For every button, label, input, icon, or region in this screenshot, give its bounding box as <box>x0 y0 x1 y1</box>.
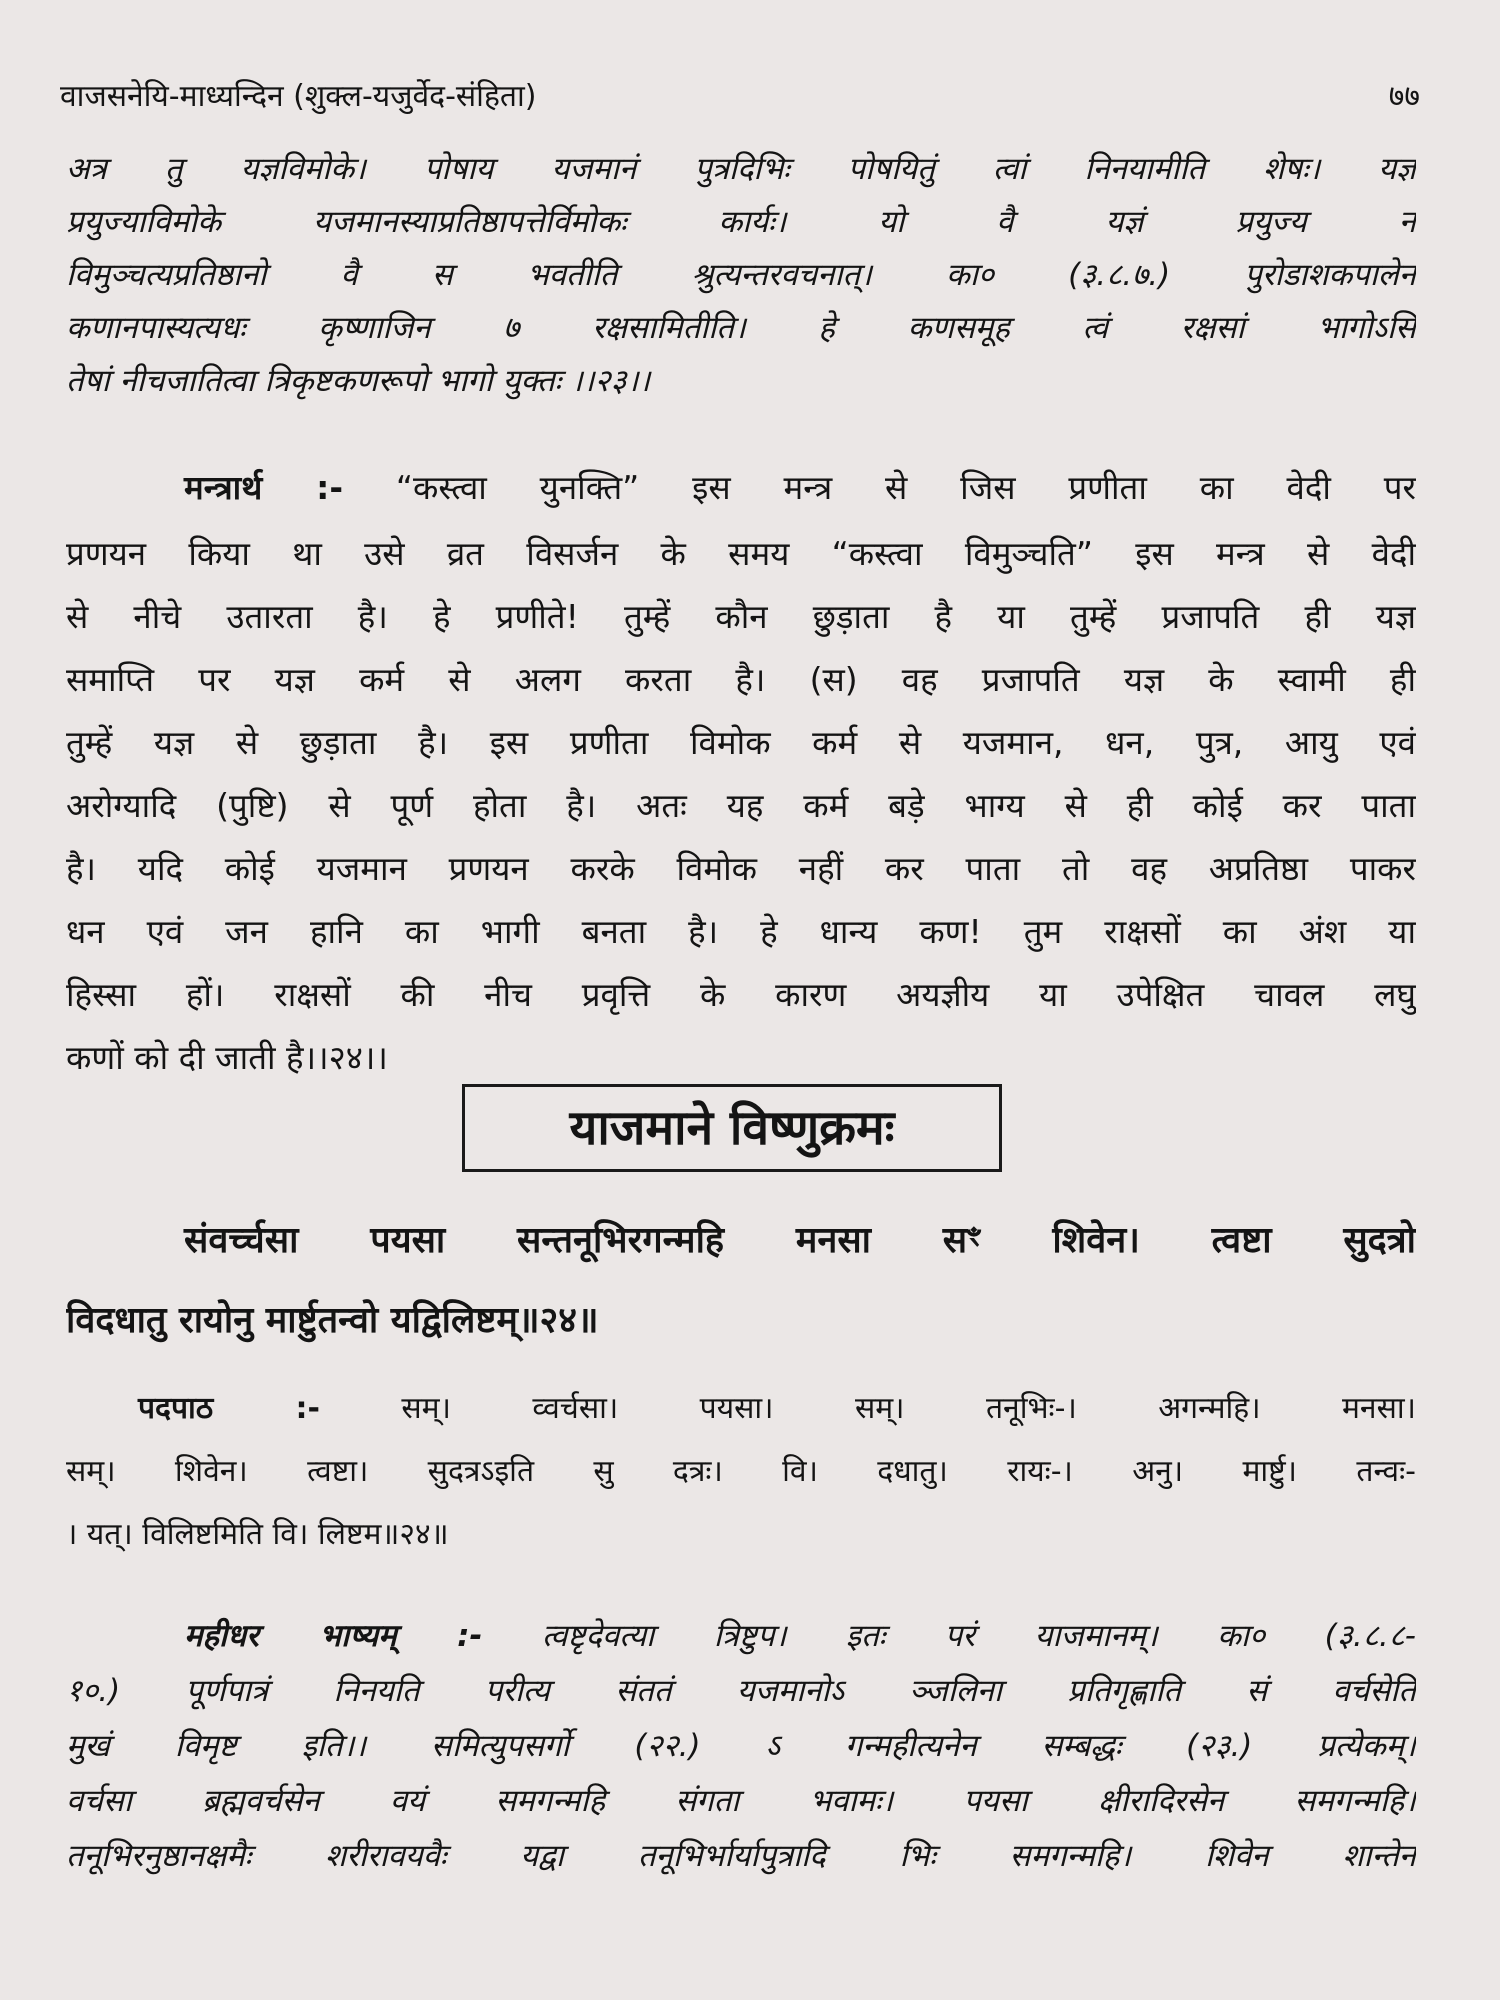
commentary-line: कणानपास्यत्यधः कृष्णाजिन ७ रक्षसामितीति। हे कणसमूह त्वं रक्षसां भागोऽसि <box>66 310 1416 346</box>
mantrartha-first-line: मन्त्रार्थ :- “कस्त्वा युनक्ति” इस मन्त्र से जिस प्रणीता का वेदी पर <box>184 468 1416 507</box>
mantrartha-line: तुम्हें यज्ञ से छुड़ाता है। इस प्रणीता विमोक कर्म से यजमान, धन, पुत्र, आयु एवं <box>66 723 1416 762</box>
mantrartha-line: हिस्सा हों। राक्षसों की नीच प्रवृत्ति के कारण अयज्ञीय या उपेक्षित चावल लघु <box>66 975 1416 1014</box>
mahidhara-first-line: महीधर भाष्यम् :- त्वष्टृदेवत्या त्रिष्टुप। इतः परं याजमानम्। का० (३.८.८- <box>184 1618 1416 1654</box>
mantrartha-line: से नीचे उतारता है। हे प्रणीते! तुम्हें कौन छुड़ाता है या तुम्हें प्रजापति ही यज्ञ <box>66 597 1416 636</box>
mahidhara-line: तनूभिरनुष्ठानक्षमैः शरीरावयवैः यद्वा तनूभिर्भार्यापुत्रादि भिः समगन्महि। शिवेन शान्तेन <box>66 1838 1416 1874</box>
commentary-line: तेषां नीचजातित्वा त्रिकृष्टकणरूपो भागो युक्तः ।।२३।। <box>66 363 651 399</box>
header-title: वाजसनेयि-माध्यन्दिन (शुक्ल-यजुर्वेद-संहिता) <box>60 79 537 114</box>
commentary-line: विमुञ्चत्यप्रतिष्ठानो वै स भवतीति श्रुत्यन्तरवचनात्। का० (३.८.७.) पुरोडाशकपालेन <box>66 257 1416 293</box>
section-title-box: याजमाने विष्णुक्रमः <box>462 1084 1002 1172</box>
mantrartha-line: कणों को दी जाती है।।२४।। <box>66 1038 388 1077</box>
mantrartha-label: मन्त्रार्थ :- <box>184 468 344 507</box>
running-header <box>60 72 1420 122</box>
mantrartha-line: प्रणयन किया था उसे व्रत विसर्जन के समय “कस्त्वा विमुञ्चति” इस मन्त्र से वेदी <box>66 534 1416 573</box>
mahidhara-label: महीधर भाष्यम् :- <box>184 1618 483 1654</box>
page-number: ७७ <box>1388 79 1420 114</box>
mahidhara-line: मुखं विमृष्ट इति।। समित्युपसर्गो (२२.) ऽ गन्महीत्यनेन सम्बद्धः (२३.) प्रत्येकम्। <box>66 1728 1416 1764</box>
commentary-line: अत्र तु यज्ञविमोके। पोषाय यजमानं पुत्रदिभिः पोषयितुं त्वां निनयामीति शेषः। यज्ञं <box>66 151 1416 187</box>
mantrartha-line: समाप्ति पर यज्ञ कर्म से अलग करता है। (स) वह प्रजापति यज्ञ के स्वामी ही <box>66 660 1416 699</box>
mantrartha-line: अरोग्यादि (पुष्टि) से पूर्ण होता है। अतः यह कर्म बड़े भाग्य से ही कोई कर पाता <box>66 786 1416 825</box>
mantra-line: विदधातु रायोनु मार्ष्टुतन्वो यद्विलिष्टम्॥२४॥ <box>66 1300 599 1341</box>
mantra-line: संवर्च्चसा पयसा सन्तनूभिरगन्महि मनसा सꣳ शिवेन। त्वष्टा सुदत्रो <box>184 1220 1416 1261</box>
mahidhara-line: वर्चसा ब्रह्मवर्चसेन वयं समगन्महि संगता भवामः। पयसा क्षीरादिरसेन समगन्महि। <box>66 1783 1416 1819</box>
padapatha-label: पदपाठ :- <box>138 1391 320 1426</box>
padapatha-line: सम्। शिवेन। त्वष्टा। सुदत्रऽइति सु दत्रः। वि। दधातु। रायः-। अनु। मार्ष्टु। तन्वः- <box>66 1454 1416 1489</box>
commentary-line: प्रयुज्याविमोके यजमानस्याप्रतिष्ठापत्तेर्विमोकः कार्यः। यो वै यज्ञं प्रयुज्य न <box>66 204 1416 240</box>
padapatha-first-line: पदपाठ :- सम्। व्वर्चसा। पयसा। सम्। तनूभिः-। अगन्महि। मनसा। <box>138 1391 1416 1426</box>
mantrartha-line: है। यदि कोई यजमान प्रणयन करके विमोक नहीं कर पाता तो वह अप्रतिष्ठा पाकर <box>66 849 1416 888</box>
padapatha-line: । यत्। विलिष्टमिति वि। लिष्टम॥२४॥ <box>66 1517 449 1552</box>
mantrartha-line: धन एवं जन हानि का भागी बनता है। हे धान्य कण! तुम राक्षसों का अंश या <box>66 912 1416 951</box>
mahidhara-line: १०.) पूर्णपात्रं निनयति परीत्य संततं यजमानोऽ ञ्जलिना प्रतिगृह्णाति सं वर्चसेति <box>66 1673 1416 1709</box>
